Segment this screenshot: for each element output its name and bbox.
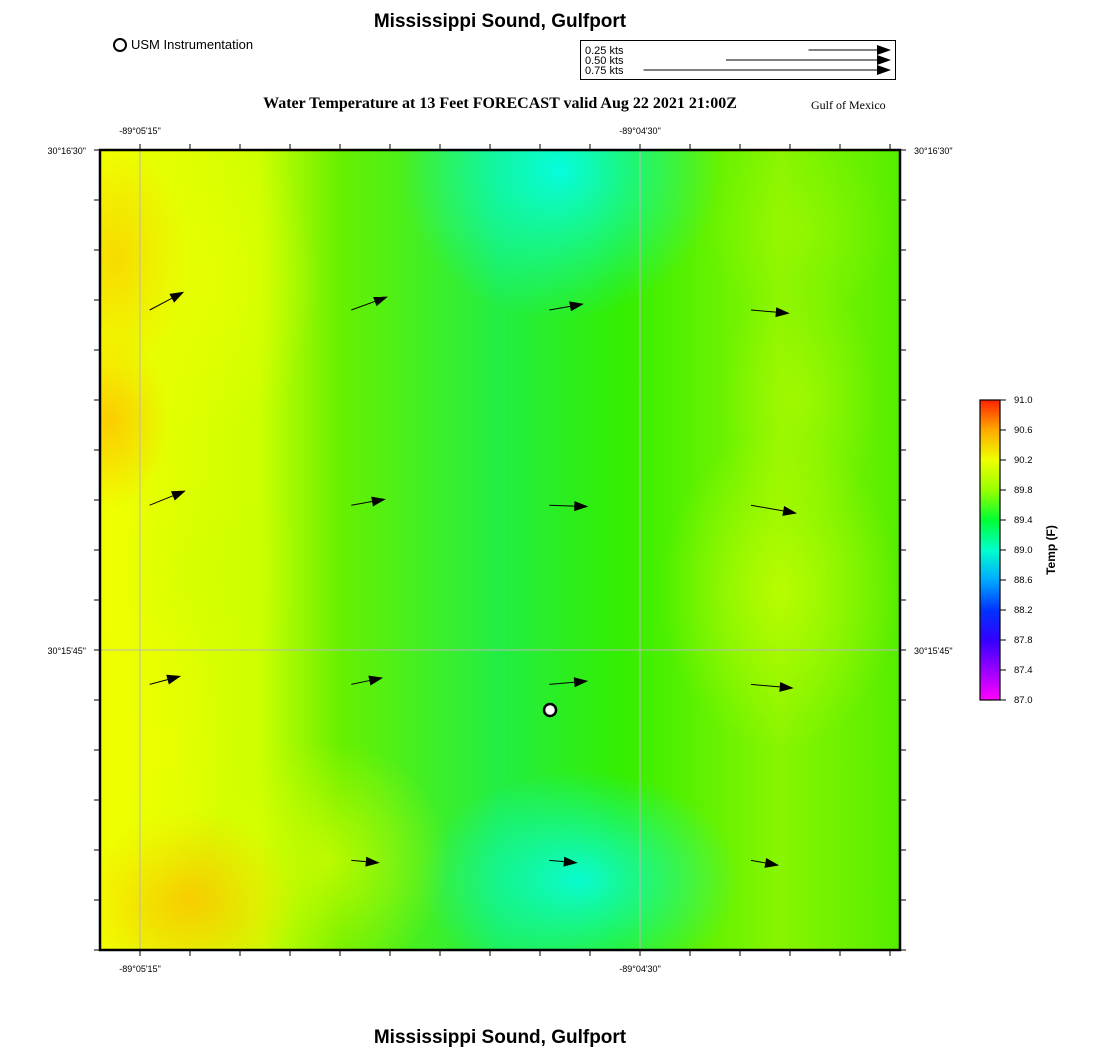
colorbar-tick: 89.4 xyxy=(1014,515,1033,526)
speed-legend-label: 0.25 kts xyxy=(585,45,624,57)
colorbar-tick: 88.6 xyxy=(1014,575,1033,586)
speed-legend-label: 0.75 kts xyxy=(585,65,624,77)
lat-tick-label: 30°16'30" xyxy=(914,146,953,156)
temperature-field xyxy=(50,20,900,990)
colorbar-tick: 90.2 xyxy=(1014,455,1033,466)
colorbar-tick: 90.6 xyxy=(1014,425,1033,436)
colorbar-tick: 91.0 xyxy=(1014,395,1033,406)
colorbar-tick: 87.0 xyxy=(1014,695,1033,706)
lat-tick-label: 30°16'30" xyxy=(47,146,86,156)
instrument-legend-label: USM Instrumentation xyxy=(131,37,254,52)
lon-tick-label: -89°04'30" xyxy=(619,964,661,974)
colorbar-tick: 89.8 xyxy=(1014,485,1033,496)
map-footer-title: Mississippi Sound, Gulfport xyxy=(373,1027,627,1048)
forecast-subtitle: Water Temperature at 13 Feet FORECAST valid Aug 22 2021 21:00Z xyxy=(263,95,737,112)
usm-station-marker[interactable] xyxy=(544,704,556,716)
speed-legend-label: 0.50 kts xyxy=(585,55,624,67)
colorbar-tick: 88.2 xyxy=(1014,605,1033,616)
colorbar-label: Temp (F) xyxy=(1044,525,1058,575)
map-title: Mississippi Sound, Gulfport xyxy=(373,11,627,32)
region-label: Gulf of Mexico xyxy=(811,98,886,112)
lon-tick-label: -89°04'30" xyxy=(619,126,661,136)
colorbar xyxy=(980,395,1058,706)
colorbar-tick: 87.8 xyxy=(1014,635,1033,646)
colorbar-tick: 89.0 xyxy=(1014,545,1033,556)
lon-tick-label: -89°05'15" xyxy=(119,964,161,974)
lat-tick-label: 30°15'45" xyxy=(47,646,86,656)
lon-tick-label: -89°05'15" xyxy=(119,126,161,136)
lat-tick-label: 30°15'45" xyxy=(914,646,953,656)
colorbar-tick: 87.4 xyxy=(1014,665,1033,676)
